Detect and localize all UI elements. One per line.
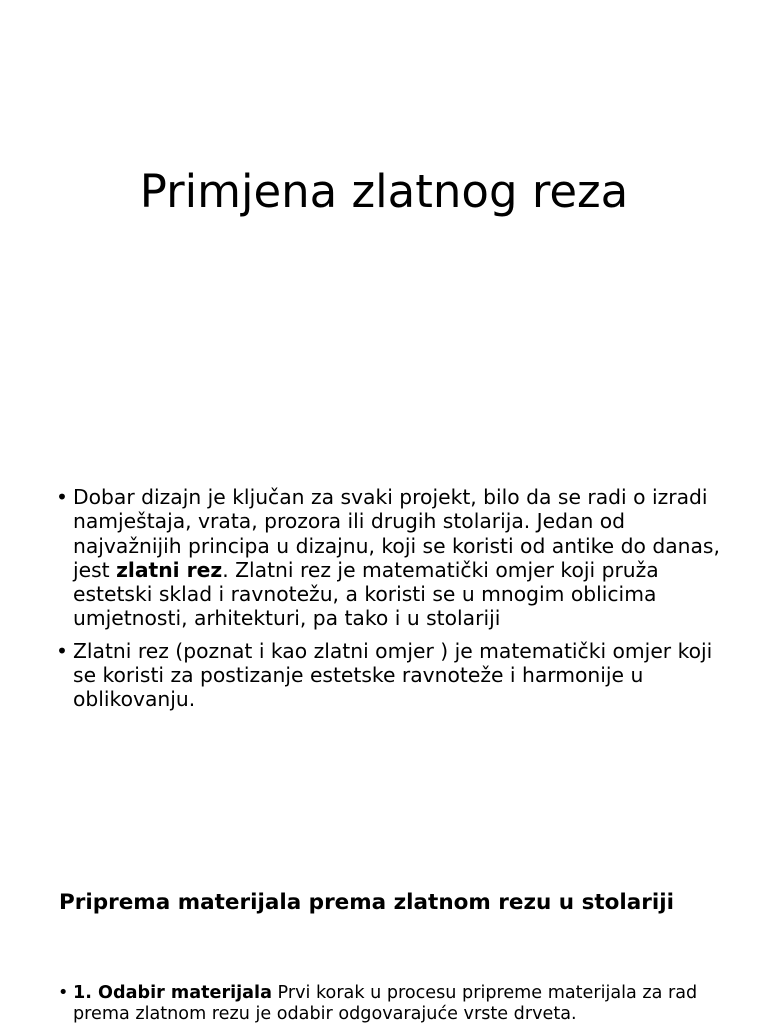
bullet-dot-icon: • — [56, 638, 68, 663]
bullet-item-1 — [56, 485, 736, 631]
bullet-dot-icon: • — [56, 485, 68, 509]
bullet-bold-term: zlatni rez — [116, 557, 223, 582]
steps-list — [58, 983, 738, 1025]
bullet-item-2 — [56, 639, 736, 712]
step-item-1 — [58, 983, 738, 1025]
step-text: Prvi korak u procesu pripreme materijala za rad prema zlatnom rezu je odabir odgovarajuće vrste drveta. — [73, 983, 698, 1024]
step-title: 1. Odabir materijala — [73, 983, 272, 1003]
bullet-text-after: . Zlatni rez je matematički omjer koji pruža estetski sklad i ravnotežu, a koristi se u mnogim oblicima umjetnosti, arhitekturi, pa tako i u stolariji — [73, 557, 659, 631]
bullet-dot-icon: • — [58, 983, 69, 1003]
section-heading: Priprema materijala prema zlatnom rezu u stolariji — [59, 890, 675, 915]
bullet-text-before: Dobar dizajn je ključan za svaki projekt, bilo da se radi o izradi namještaja, vrata, prozora ili drugih stolarija. Jedan od najvažnijih principa u dizajnu, koji se koristi od antike do danas, jest — [73, 485, 720, 582]
bullet-text: Zlatni rez (poznat i kao zlatni omjer ) je matematički omjer koji se koristi za postizanje estetske ravnoteže i harmonije u oblikovanju. — [73, 638, 713, 712]
intro-bullet-list — [56, 485, 736, 720]
slide-title: Primjena zlatnog reza — [139, 165, 629, 218]
